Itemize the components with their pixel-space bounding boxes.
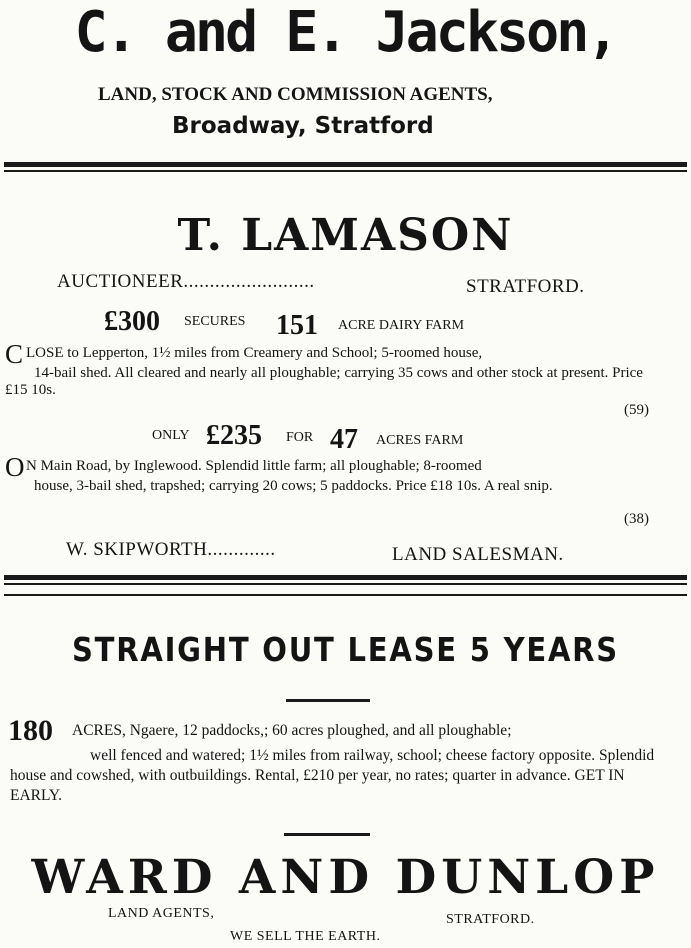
auctioneer-label: AUCTIONEER......................... <box>57 271 315 292</box>
jackson-subtitle: LAND, STOCK AND COMMISSION AGENTS, <box>98 84 493 105</box>
ward-right: STRATFORD. <box>446 912 535 927</box>
ad2-ref: (38) <box>624 511 649 527</box>
lease-body-first: ACRES, Ngaere, 12 paddocks,; 60 acres ploughed, and all ploughable; <box>72 722 512 739</box>
lease-body-rest: well fenced and watered; 1½ miles from railway, school; cheese factory opposite. Splendid house and cowshed, with outbuildings. Rental, £210 per year, no rates; quarter in advance. GET IN EARLY. <box>10 747 655 804</box>
ward-slogan: WE SELL THE EARTH. <box>230 929 381 944</box>
ad1-price: £300 <box>104 306 160 337</box>
ad1-body-first: LOSE to Lepperton, 1½ miles from Creamery and School; 5-roomed house, <box>26 345 483 361</box>
ad1-secures: SECURES <box>184 314 246 329</box>
ad1-label: ACRE DAIRY FARM <box>338 318 465 333</box>
ad1-ref: (59) <box>624 402 649 418</box>
lamason-name: T. LAMASON <box>177 210 514 261</box>
divider-rule-2b <box>4 583 687 585</box>
divider-rule-1b <box>4 170 687 172</box>
lease-number: 180 <box>8 714 53 747</box>
lease-short-rule <box>286 699 370 702</box>
salesman-title: LAND SALESMAN. <box>392 544 564 565</box>
auctioneer-location: STRATFORD. <box>466 276 585 297</box>
divider-rule-1 <box>4 162 687 167</box>
ad1-dropcap: C <box>5 339 24 369</box>
ad2-only: ONLY <box>152 428 190 443</box>
ward-short-rule <box>284 833 370 836</box>
jackson-name: C. and E. Jackson, <box>74 0 617 65</box>
ad2-acres: 47 <box>330 424 358 455</box>
lease-heading: STRAIGHT OUT LEASE 5 YEARS <box>71 630 619 669</box>
ad2-body-first: N Main Road, by Inglewood. Splendid little farm; all ploughable; 8-roomed <box>26 458 482 474</box>
ward-left: LAND AGENTS, <box>108 906 215 921</box>
ad1-acres: 151 <box>276 310 318 341</box>
ad2-body-rest: house, 3-bail shed, trapshed; carrying 20 cows; 5 paddocks. Price £18 10s. A real snip. <box>34 478 553 494</box>
ward-name: WARD AND DUNLOP <box>31 850 660 905</box>
divider-rule-2 <box>4 575 687 580</box>
ad2-dropcap: O <box>5 452 25 482</box>
ad1-body-rest: 14-bail shed. All cleared and nearly all ploughable; carrying 35 cows and other stock at present. Price £15 10s. <box>5 365 643 398</box>
ad2-price: £235 <box>206 420 262 451</box>
salesman-name: W. SKIPWORTH............. <box>66 539 276 560</box>
jackson-address: Broadway, Stratford <box>172 113 434 139</box>
ad2-label: ACRES FARM <box>376 433 464 448</box>
ad2-for: FOR <box>286 430 314 445</box>
divider-rule-2c <box>4 594 687 596</box>
